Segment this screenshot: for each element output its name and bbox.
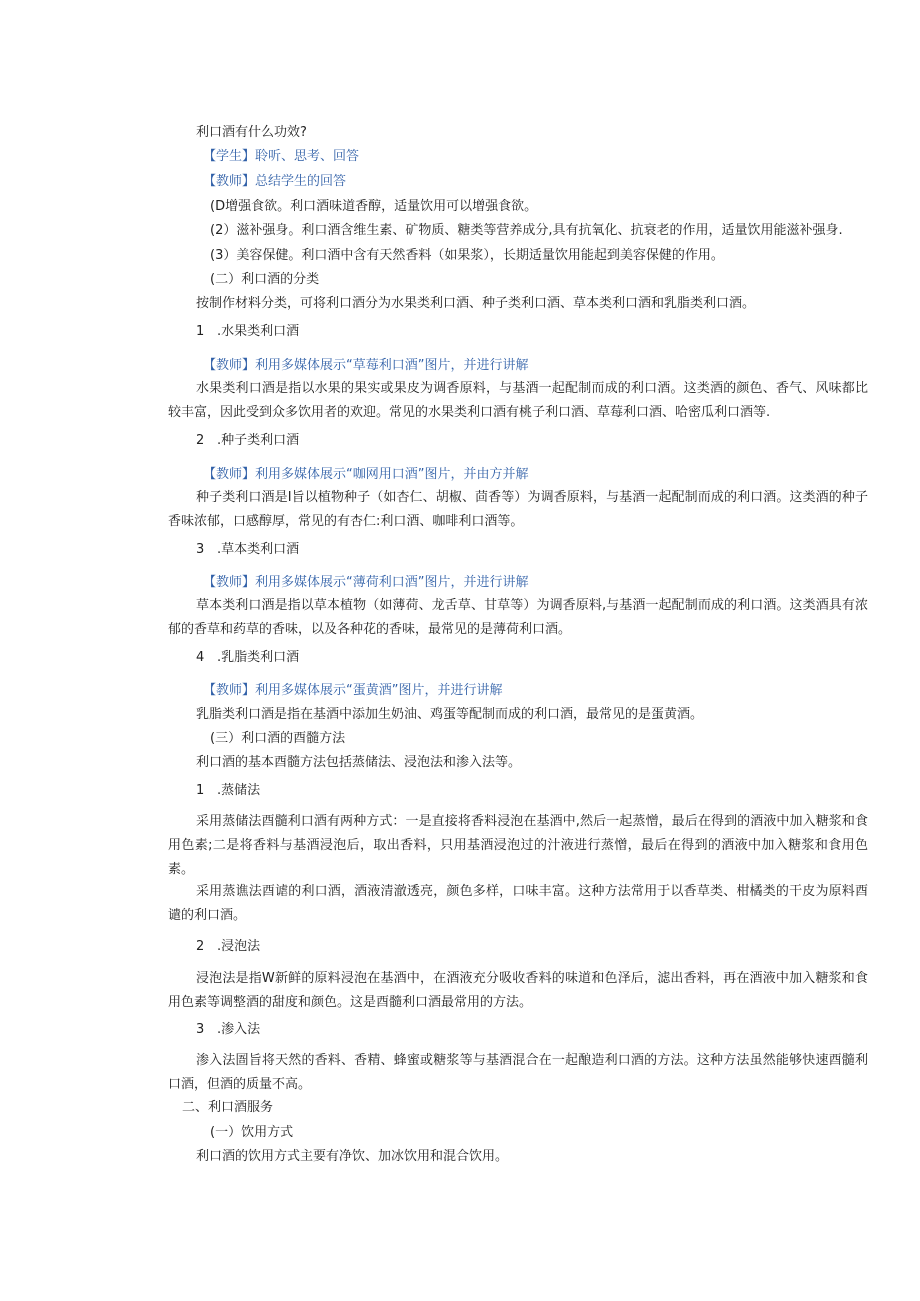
drinking-text: 利口酒的饮用方式主要有净饮、加冰饮用和混合饮用。 bbox=[196, 1149, 509, 1164]
fruit-heading: .水果类利口酒 bbox=[217, 324, 300, 339]
classification-text: 按制作材料分类，可将利口酒分为水果类利口酒、种子类利口酒、草本类利口酒和乳脂类利口酒。 bbox=[196, 296, 756, 311]
effect-item-2: (2）滋补强身。利口酒含维生素、矿物质、糖类等营养成分,具有抗氧化、抗衰老的作用，适量饮用能滋补强身. bbox=[210, 223, 843, 238]
herb-paragraph: 草本类利口酒是指以草本植物（如薄荷、龙舌草、甘草等）为调香原料,与基酒一起配制而成的利口酒。这类酒具有浓郁的香草和药草的香味，以及各种花的香味，最常见的是薄荷利口酒。 bbox=[168, 598, 868, 637]
herb-heading: .草本类利口酒 bbox=[217, 542, 300, 557]
soak-heading: .浸泡法 bbox=[217, 939, 261, 954]
distill-paragraph-1: 采用蒸储法酉髓利口酒有两种方式：一是直接将香料浸泡在基酒中,然后一起蒸憎，最后在得到的酒液中加入糖浆和食用色素;二是将香料与基酒浸泡后，取出香料，只用基酒浸泡过的汁液进行蒸憎，最后在得到的酒液中加入糖浆和食用色素。 bbox=[168, 814, 868, 877]
cream-number: 4 bbox=[196, 650, 205, 665]
section-heading-methods: (三）利口酒的酉髓方法 bbox=[210, 731, 346, 746]
methods-text: 利口酒的基本酉髓方法包括蒸储法、浸泡法和渗入法等。 bbox=[196, 755, 522, 770]
cream-teacher-note: 【教师】利用多媒体展示“蛋黄酒”图片，并进行讲解 bbox=[203, 683, 503, 698]
herb-number: 3 bbox=[196, 542, 205, 557]
section-heading-classification: (二）利口酒的分类 bbox=[210, 272, 320, 287]
distill-paragraph-2: 采用蒸谯法酉谑的利口酒，酒液清澈透亮，颜色多样，口味丰富。这种方法常用于以香草类、柑橘类的干皮为原料酉谴的利口酒。 bbox=[168, 884, 868, 923]
effect-item-3: (3）美容保健。利口酒中含有天然香料（如果浆），长期适量饮用能起到美容保健的作用。 bbox=[210, 248, 724, 263]
section-heading-drinking: (一）饮用方式 bbox=[210, 1125, 294, 1140]
student-note: 【学生】聆听、思考、回答 bbox=[203, 149, 360, 164]
seed-teacher-note: 【教师】利用多媒体展示“咖网用口酒”图片，并由方并解 bbox=[203, 467, 529, 482]
infuse-number: 3 bbox=[196, 1022, 205, 1037]
part-heading-service: 二、利口酒服务 bbox=[182, 1100, 274, 1115]
infuse-paragraph: 渗入法圄旨将天然的香料、香精、蜂蜜或糖浆等与基酒混合在一起酿造利口酒的方法。这种方法虽然能够快速酉髓利口酒，但酒的质量不高。 bbox=[168, 1053, 868, 1092]
seed-number: 2 bbox=[196, 433, 205, 448]
teacher-note: 【教师】总结学生的回答 bbox=[203, 174, 347, 189]
question-title: 利口酒有什么功效? bbox=[196, 125, 307, 140]
herb-teacher-note: 【教师】利用多媒体展示“薄荷利口酒”图片，并进行讲解 bbox=[203, 575, 529, 590]
infuse-heading: .渗入法 bbox=[217, 1022, 261, 1037]
distill-number: 1 bbox=[196, 783, 205, 798]
seed-heading: .种子类利口酒 bbox=[217, 433, 300, 448]
fruit-teacher-note: 【教师】利用多媒体展示“草莓利口酒”图片，并进行讲解 bbox=[203, 358, 529, 373]
fruit-number: 1 bbox=[196, 324, 205, 339]
cream-heading: .乳脂类利口酒 bbox=[217, 650, 300, 665]
cream-paragraph: 乳脂类利口酒是指在基酒中添加生奶油、鸡蛋等配制而成的利口酒，最常见的是蛋黄酒。 bbox=[196, 707, 704, 722]
fruit-paragraph: 水果类利口酒是指以水果的果实或果皮为调香原料，与基酒一起配制而成的利口酒。这类酒的颜色、香气、风味都比较丰富，因此受到众多饮用者的欢迎。常见的水果类利口酒有桃子利口酒、草莓利口酒、哈密瓜利口酒等. bbox=[168, 381, 868, 420]
soak-number: 2 bbox=[196, 939, 205, 954]
effect-item-1: (D增强食欲。利口酒味道香醇，适量饮用可以增强食欲。 bbox=[210, 199, 538, 214]
soak-paragraph: 浸泡法是指W新鲜的原料浸泡在基酒中，在酒液充分吸收香料的味道和色泽后，滤出香料，再在酒液中加入糖浆和食用色素等调整酒的甜度和颜色。这是酉髓利口酒最常用的方法。 bbox=[168, 971, 868, 1010]
distill-heading: .蒸储法 bbox=[217, 783, 261, 798]
seed-paragraph: 种子类利口酒是I旨以植物种子（如杏仁、胡椒、茴香等）为调香原料，与基酒一起配制而成的利口酒。这类酒的种子香味浓郁，口感醇厚，常见的有杏仁:利口酒、咖啡利口酒等。 bbox=[168, 490, 868, 529]
